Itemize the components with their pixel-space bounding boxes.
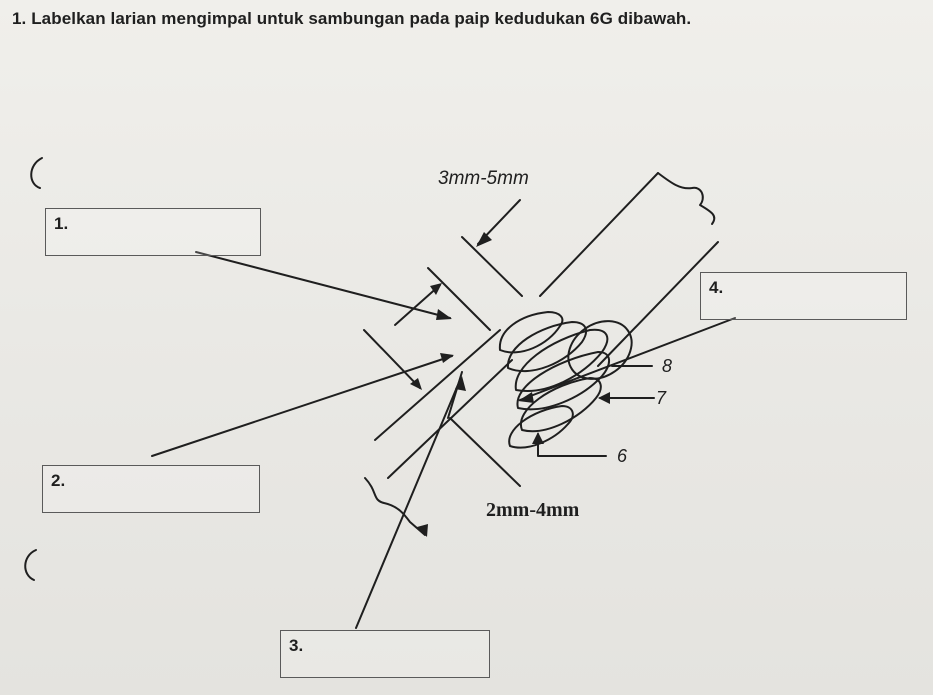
leader-3 bbox=[356, 380, 460, 628]
answer-box-3-label: 3. bbox=[289, 636, 304, 655]
margin-mark-1 bbox=[31, 158, 42, 188]
answer-box-2-label: 2. bbox=[51, 471, 66, 490]
weld-bead-fill-2 bbox=[521, 378, 601, 431]
answer-box-4[interactable] bbox=[700, 272, 907, 320]
upper-pipe-break bbox=[658, 173, 714, 224]
answer-box-4-label: 4. bbox=[709, 278, 724, 297]
leader-run-6 bbox=[538, 434, 606, 456]
upper-pipe-outer-line bbox=[540, 173, 658, 296]
arrowhead-run-6 bbox=[532, 432, 544, 444]
run-number-8: 8 bbox=[662, 356, 673, 376]
bottom-dimension-label: 2mm-4mm bbox=[486, 499, 580, 521]
margin-mark-2 bbox=[25, 550, 36, 580]
leader-2 bbox=[152, 356, 452, 456]
weld-bead-cap-1 bbox=[500, 312, 562, 352]
arrowhead-leader-1 bbox=[436, 309, 452, 320]
top-dimension-label: 3mm-5mm bbox=[438, 168, 529, 189]
answer-box-2[interactable] bbox=[42, 465, 260, 513]
leader-2-tick bbox=[364, 330, 420, 388]
lower-pipe-outer-line bbox=[375, 330, 500, 440]
arrowhead-leader-2 bbox=[440, 353, 454, 363]
bottom-dim-arrow bbox=[448, 372, 462, 418]
answer-box-1-label: 1. bbox=[54, 214, 69, 233]
leader-1 bbox=[196, 252, 450, 318]
arrowhead-top-dim bbox=[476, 232, 492, 247]
question-text: 1. Labelkan larian mengimpal untuk sambungan pada paip kedudukan 6G dibawah. bbox=[12, 9, 692, 28]
top-bevel-line-2 bbox=[428, 268, 490, 330]
run-number-6: 6 bbox=[617, 446, 628, 466]
answer-box-3[interactable] bbox=[280, 630, 490, 678]
top-bevel-line-1 bbox=[462, 237, 522, 296]
answer-box-1[interactable] bbox=[45, 208, 261, 256]
run-number-7: 7 bbox=[656, 388, 667, 408]
bottom-bevel-line bbox=[450, 418, 520, 486]
